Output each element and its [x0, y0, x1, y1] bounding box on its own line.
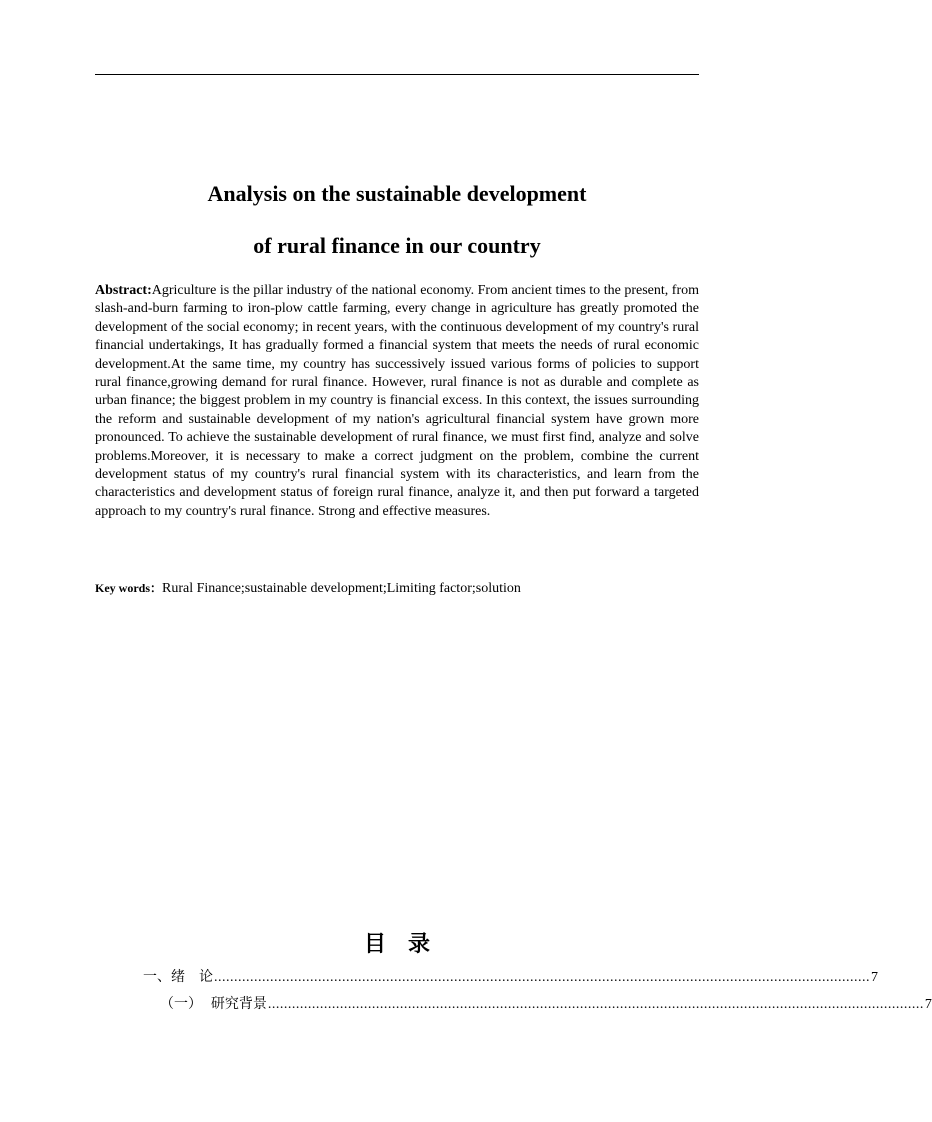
keywords-text: Rural Finance;sustainable development;Limiting factor;solution — [162, 581, 521, 596]
toc-entry-page: 7 — [871, 970, 878, 985]
paper-title-line-2: of rural finance in our country — [253, 233, 541, 258]
keywords-label: Key words： — [95, 581, 162, 595]
paper-title-line-1: Analysis on the sustainable development — [207, 181, 587, 206]
toc-entry-label: （一） 研究背景 — [160, 996, 267, 1012]
abstract-paragraph — [95, 282, 699, 521]
toc-leader-dots: .................................................................................................................................................................... — [267, 997, 924, 1012]
abstract-label: Abstract: — [95, 283, 152, 298]
toc-leader-dots: .................................................................................................................................................................... — [214, 970, 870, 985]
abstract-text: Agriculture is the pillar industry of the national economy. From ancient times to the present, from slash-and-burn farming to iron-plow cattle farming, every change in agriculture has greatly promoted the development of the social economy; in recent years, with the continuous development of my country's rural financial undertakings, It has gradually formed a financial system that meets the needs of rural economic development.At the same time, my country has successively issued various forms of policies to support rural finance,growing demand for rural finance. However, rural finance is not as durable and complete as urban finance; the biggest problem in my country is financial excess. In this context, the issues surrounding the reform and sustainable development of my nation's agricultural financial system have grown more pronounced. To achieve the sustainable development of rural finance, we must first find, analyze and solve problems.Moreover, it is necessary to make a correct judgment on the problem, combine the current development status of my country's rural financial system with its characteristics, and learn from the characteristics and development status of foreign rural finance, analyze it, and then put forward a targeted approach to my country's rural finance. Strong and effective measures. — [95, 283, 699, 519]
toc-title: 目录 — [363, 932, 452, 957]
toc-entry-label: 一、绪 论 — [143, 969, 213, 985]
toc-entry[interactable] — [143, 967, 878, 988]
header-rule — [95, 74, 699, 75]
keywords-line — [95, 579, 699, 598]
toc-entry-page: 7 — [924, 997, 932, 1012]
toc-entry[interactable] — [160, 994, 932, 1015]
